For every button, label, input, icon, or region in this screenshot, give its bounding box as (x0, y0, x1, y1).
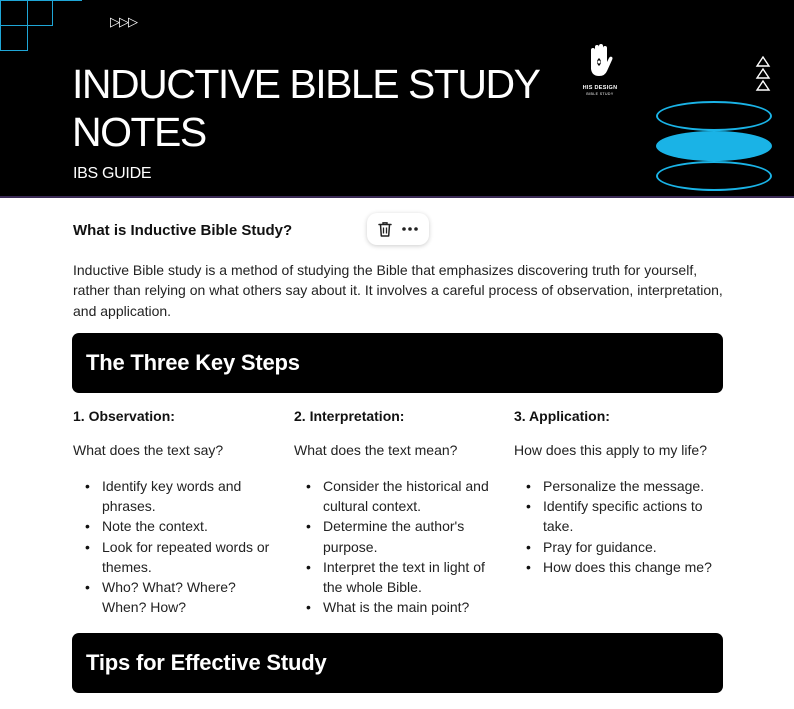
intro-paragraph: Inductive Bible study is a method of studying the Bible that emphasizes discovering truth for yourself, rather than relying on what others say about it. It involves a careful process of observation, interpretation, and application. (73, 262, 723, 319)
step-question: What does the text say? (73, 442, 224, 458)
logo (580, 44, 620, 97)
step-question: How does this apply to my life? (514, 442, 707, 458)
decor-square (52, 0, 82, 1)
list-item: • Look for repeated words or themes. (73, 537, 283, 577)
step-list (294, 476, 504, 617)
banner-title: The Three Key Steps (86, 350, 300, 375)
section-banner-steps (72, 333, 723, 393)
list-item: • Determine the author's purpose. (294, 516, 504, 556)
list-item: • Pray for guidance. (514, 537, 724, 557)
document-header (0, 0, 794, 198)
logo-tagline: BIBLE STUDY (586, 92, 614, 96)
page-subtitle: IBS GUIDE (73, 165, 152, 182)
arrows-right-icon: ▷▷▷ (110, 14, 137, 29)
section-banner-tips (72, 633, 723, 693)
list-item: • Consider the historical and cultural context. (294, 476, 504, 516)
decor-square (0, 25, 28, 51)
step-heading: 1. Observation: (73, 408, 175, 424)
step-list (514, 476, 724, 577)
title-line: INDUCTIVE BIBLE STUDY (72, 61, 540, 107)
step-column-interpretation (294, 408, 504, 617)
decor-square (27, 0, 53, 26)
list-item: • Identify key words and phrases. (73, 476, 283, 516)
logo-name: HIS DESIGN (582, 85, 618, 91)
list-item: • Note the context. (73, 516, 283, 536)
decor-ellipse-filled (656, 131, 772, 161)
title-line: NOTES (72, 109, 206, 155)
page-title (72, 60, 539, 156)
trash-icon[interactable] (377, 221, 393, 238)
more-icon[interactable] (401, 226, 419, 232)
list-item: • Personalize the message. (514, 476, 724, 496)
step-heading: 3. Application: (514, 408, 610, 424)
step-question: What does the text mean? (294, 442, 458, 458)
step-column-observation (73, 408, 283, 617)
step-heading: 2. Interpretation: (294, 408, 405, 424)
list-item: • What is the main point? (294, 597, 504, 617)
section-heading: What is Inductive Bible Study? (73, 222, 293, 239)
list-item: • How does this change me? (514, 557, 724, 577)
step-list (73, 476, 283, 617)
decor-ellipse-outline (656, 101, 772, 131)
decor-square (0, 0, 28, 26)
banner-title: Tips for Effective Study (86, 650, 327, 675)
decor-ellipse-outline (656, 161, 772, 191)
list-item: • Identify specific actions to take. (514, 496, 724, 536)
block-toolbar (367, 213, 429, 245)
list-item: • Who? What? Where? When? How? (73, 577, 283, 617)
triangle-stack-icon (755, 56, 771, 92)
step-column-application (514, 408, 724, 577)
list-item: • Interpret the text in light of the whole Bible. (294, 557, 504, 597)
hand-icon (585, 44, 615, 80)
